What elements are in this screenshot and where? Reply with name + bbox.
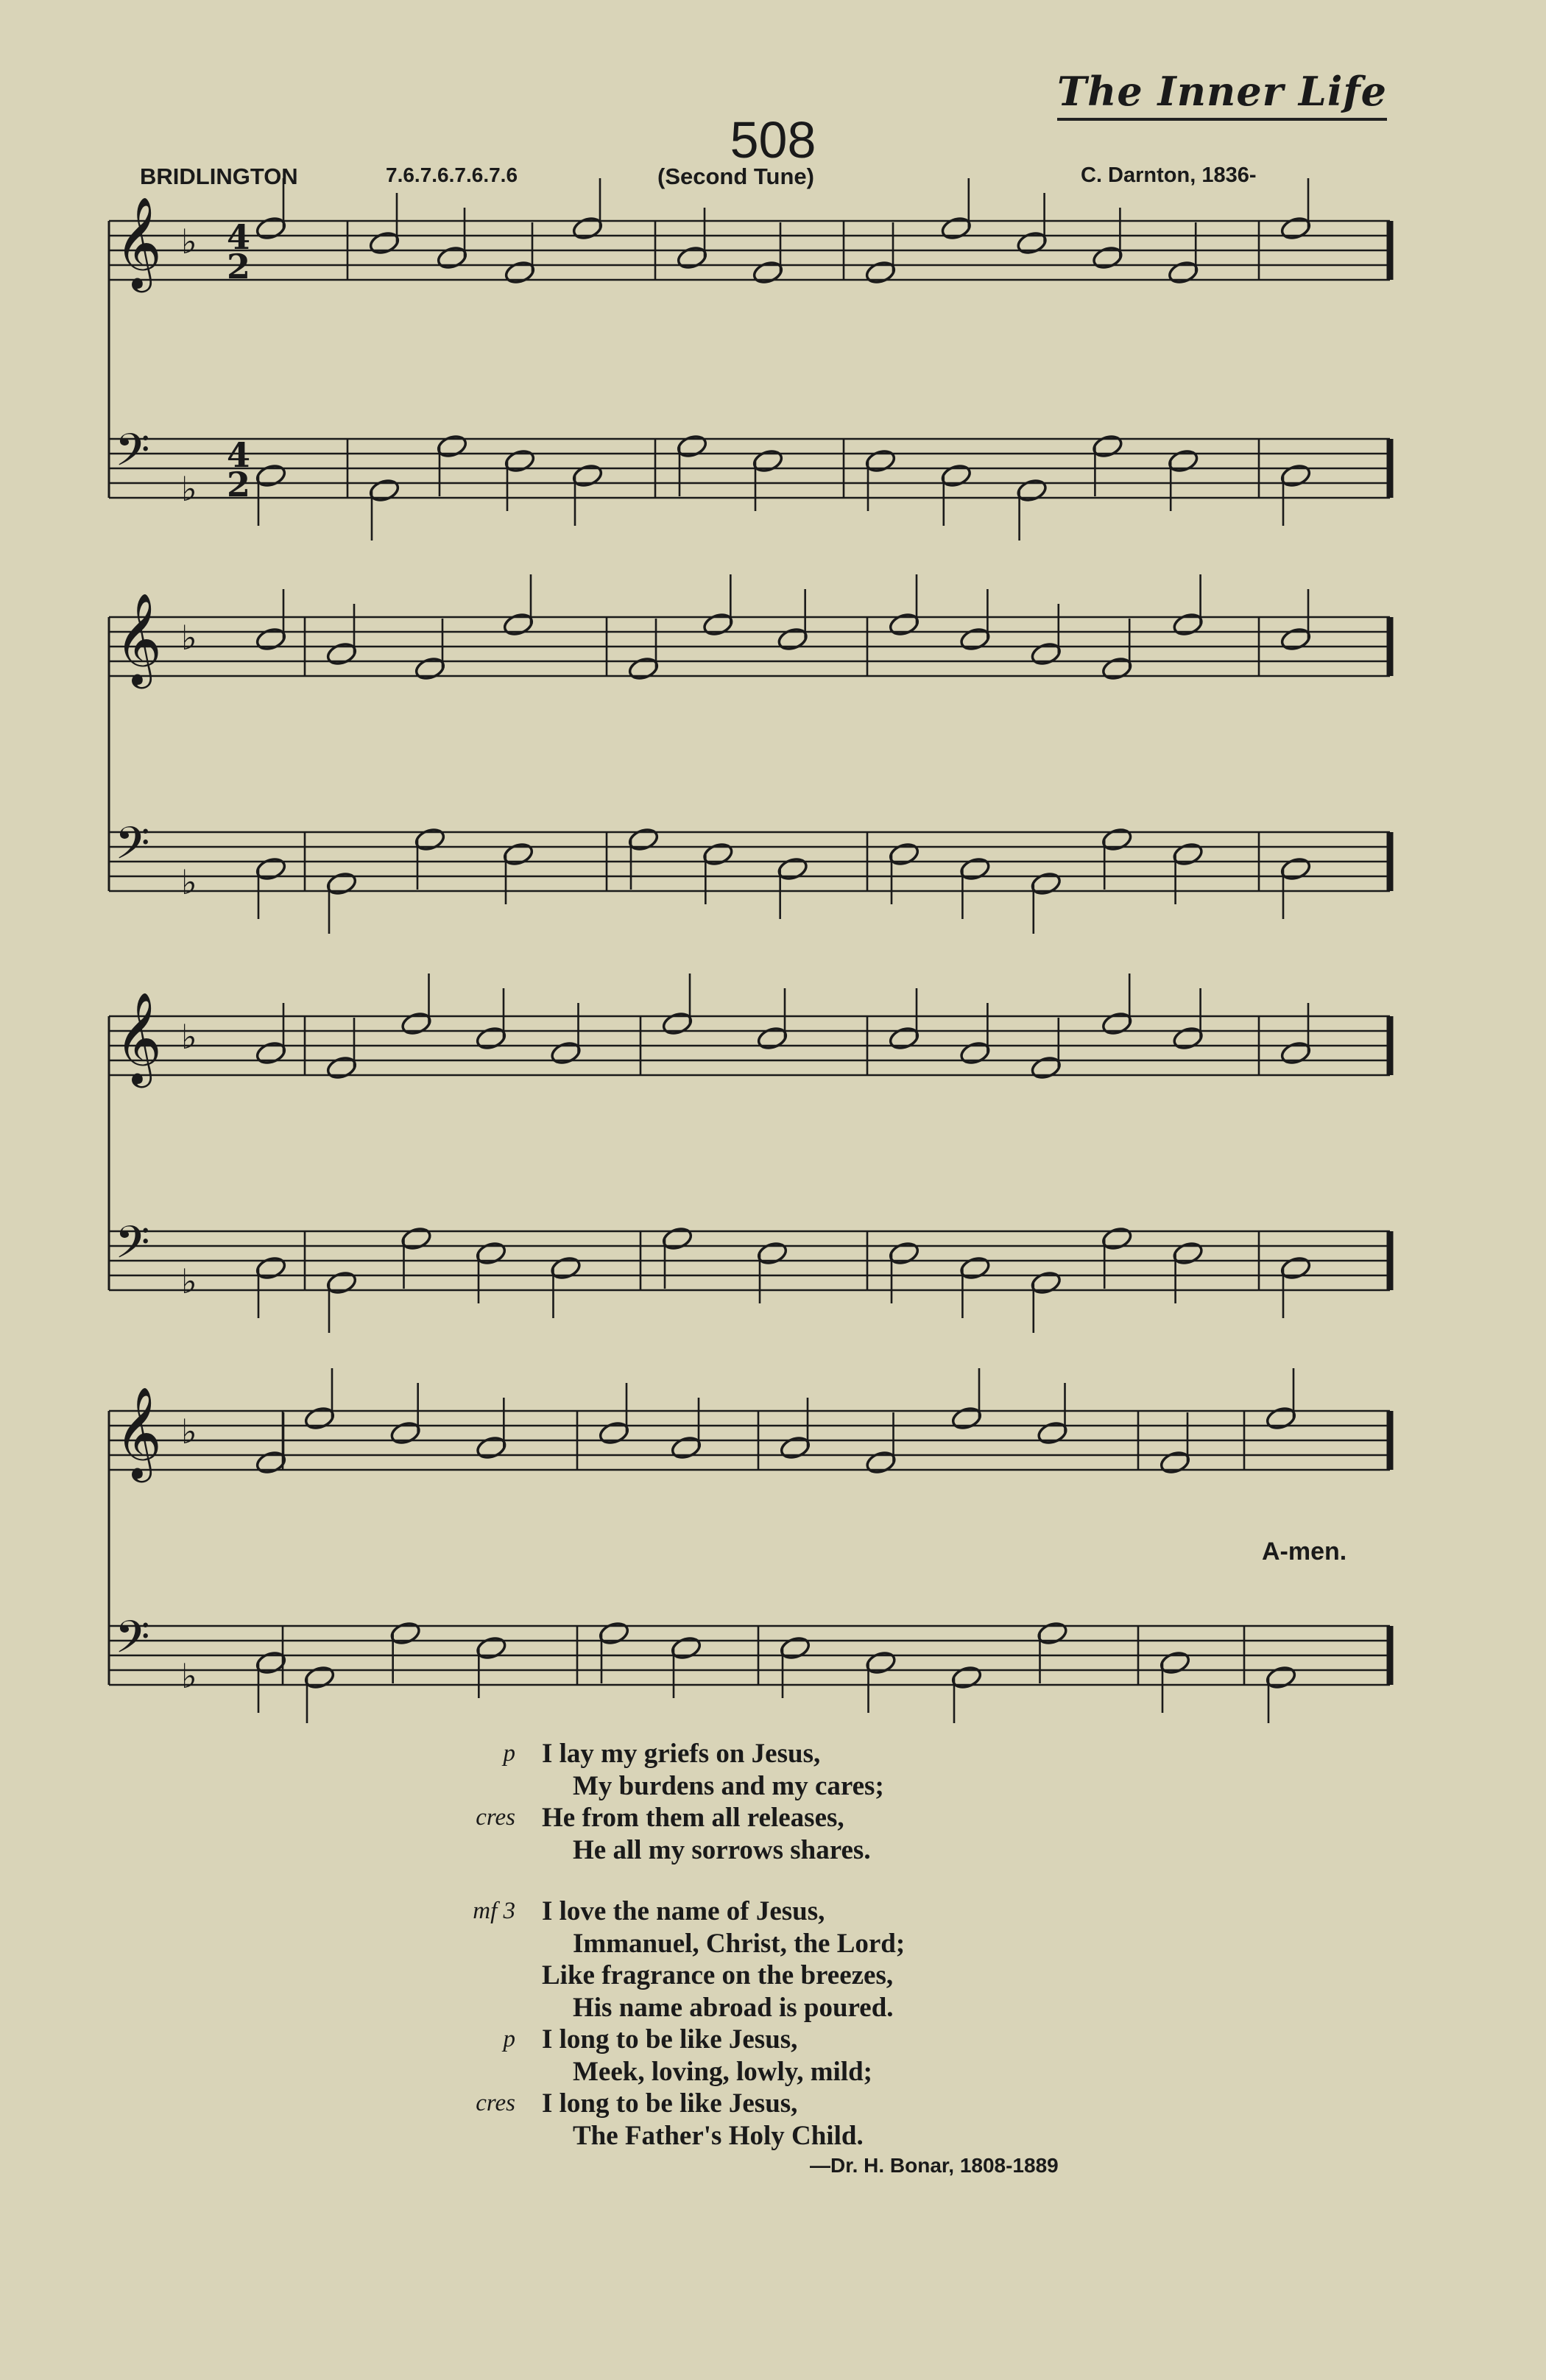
- note-head: [400, 1225, 433, 1252]
- hymn-number: 508: [730, 111, 816, 169]
- flat-sign: ♭: [181, 222, 197, 261]
- lyric-line: He from them all releases,: [542, 1803, 844, 1833]
- note-head: [303, 1664, 336, 1691]
- section-title: The Inner Life: [1057, 68, 1387, 121]
- hymn-author: —Dr. H. Bonar, 1808-1889: [810, 2154, 1059, 2177]
- note-head: [1030, 641, 1062, 667]
- lyric-line: I long to be like Jesus,: [542, 2024, 798, 2055]
- note-head: [436, 433, 468, 460]
- note-head: [1265, 1405, 1297, 1432]
- note-head: [368, 230, 400, 256]
- note-head: [325, 641, 358, 667]
- lyric-line: I lay my griefs on Jesus,: [542, 1739, 821, 1769]
- note-head: [414, 826, 446, 853]
- note-head: [1279, 215, 1312, 242]
- note-head: [598, 1420, 630, 1446]
- note-head: [1091, 433, 1123, 460]
- flat-sign: ♭: [181, 1412, 197, 1451]
- note-head: [676, 244, 708, 271]
- note-head: [1167, 259, 1199, 286]
- time-signature-digit: 4: [227, 435, 251, 475]
- bass-clef: 𝄢: [115, 1217, 150, 1280]
- note-head: [661, 1010, 693, 1037]
- note-head: [1172, 611, 1204, 638]
- flat-sign: ♭: [181, 618, 197, 658]
- note-head: [255, 626, 287, 652]
- verse-line: [412, 1992, 1222, 2024]
- verse-line: [412, 2024, 1222, 2056]
- note-head: [1037, 1620, 1069, 1647]
- bass-clef: 𝄢: [115, 1611, 150, 1675]
- note-head: [1279, 462, 1312, 489]
- tune-note: (Second Tune): [657, 163, 814, 189]
- time-signature-digit: 2: [227, 465, 251, 504]
- note-head: [389, 1420, 422, 1446]
- note-head: [436, 244, 468, 271]
- note-head: [702, 841, 734, 867]
- note-head: [777, 856, 809, 882]
- note-head: [779, 1635, 811, 1661]
- note-head: [752, 259, 784, 286]
- note-head: [475, 1434, 507, 1461]
- note-head: [888, 1240, 920, 1267]
- note-head: [1265, 1664, 1297, 1691]
- note-head: [959, 1040, 991, 1066]
- verse-line: [412, 1960, 1222, 1992]
- bass-clef: 𝄢: [115, 817, 150, 881]
- note-head: [325, 870, 358, 897]
- time-signature-digit: 4: [227, 217, 251, 257]
- time-signature-digit: 2: [227, 247, 251, 286]
- note-head: [1172, 1025, 1204, 1052]
- note-head: [1030, 1055, 1062, 1081]
- treble-clef: 𝄞: [115, 1387, 162, 1479]
- note-head: [959, 1255, 991, 1281]
- note-head: [1159, 1650, 1191, 1676]
- note-head: [1101, 826, 1133, 853]
- bass-clef: 𝄢: [115, 424, 150, 487]
- note-head: [414, 655, 446, 682]
- note-head: [940, 462, 973, 489]
- note-head: [1030, 1270, 1062, 1296]
- composer: C. Darnton, 1836-: [1081, 163, 1257, 187]
- note-head: [255, 856, 287, 882]
- note-head: [325, 1270, 358, 1296]
- note-head: [676, 433, 708, 460]
- lyric-line: My burdens and my cares;: [573, 1770, 884, 1801]
- flat-sign: ♭: [181, 469, 197, 509]
- lyric-line: He all my sorrows shares.: [573, 1834, 871, 1865]
- note-head: [571, 462, 604, 489]
- note-head: [1030, 870, 1062, 897]
- note-head: [1016, 477, 1048, 504]
- flat-sign: ♭: [181, 1656, 197, 1696]
- dynamic-mark: p: [503, 1740, 515, 1767]
- note-head: [475, 1635, 507, 1661]
- note-head: [1279, 1255, 1312, 1281]
- note-head: [1016, 230, 1048, 256]
- note-head: [475, 1240, 507, 1267]
- verse-text: [412, 1738, 1222, 2152]
- verse-line: [412, 2120, 1222, 2152]
- verse-line: [412, 1802, 1222, 1834]
- note-head: [865, 1650, 897, 1676]
- lyric-line: Meek, loving, lowly, mild;: [573, 2056, 872, 2087]
- amen-label: A-men.: [1262, 1538, 1347, 1566]
- note-head: [777, 626, 809, 652]
- note-head: [950, 1664, 983, 1691]
- flat-sign: ♭: [181, 1261, 197, 1301]
- note-head: [475, 1025, 507, 1052]
- lyric-line: Like fragrance on the breezes,: [542, 1960, 894, 1990]
- note-head: [303, 1405, 336, 1432]
- note-head: [661, 1225, 693, 1252]
- note-head: [1279, 626, 1312, 652]
- note-head: [959, 626, 991, 652]
- note-head: [752, 448, 784, 474]
- note-head: [1279, 1040, 1312, 1066]
- note-head: [504, 259, 536, 286]
- note-head: [571, 215, 604, 242]
- flat-sign: ♭: [181, 862, 197, 902]
- meter: 7.6.7.6.7.6.7.6: [386, 163, 518, 186]
- note-head: [959, 856, 991, 882]
- note-head: [1101, 1010, 1133, 1037]
- lyric-line: I long to be like Jesus,: [542, 2088, 798, 2119]
- note-head: [368, 477, 400, 504]
- dynamic-mark: cres: [476, 2090, 515, 2116]
- note-head: [1101, 655, 1133, 682]
- note-head: [864, 259, 897, 286]
- note-head: [255, 1040, 287, 1066]
- note-head: [756, 1240, 788, 1267]
- note-head: [950, 1405, 983, 1432]
- lyric-line: Immanuel, Christ, the Lord;: [573, 1928, 906, 1959]
- note-head: [502, 841, 534, 867]
- note-head: [400, 1010, 433, 1037]
- verse-line: [412, 1738, 1222, 1770]
- lyric-line: The Father's Holy Child.: [573, 2120, 864, 2151]
- verse-line: [412, 1928, 1222, 1960]
- note-head: [865, 1449, 897, 1476]
- note-head: [1101, 1225, 1133, 1252]
- note-head: [598, 1620, 630, 1647]
- note-head: [670, 1635, 702, 1661]
- note-head: [255, 462, 287, 489]
- tune-name: BRIDLINGTON: [140, 163, 298, 189]
- note-head: [888, 1025, 920, 1052]
- note-head: [864, 448, 897, 474]
- note-head: [1167, 448, 1199, 474]
- verse-line: [412, 1834, 1222, 1867]
- note-head: [756, 1025, 788, 1052]
- note-head: [550, 1255, 582, 1281]
- dynamic-mark: cres: [476, 1804, 515, 1831]
- verse-line: [412, 1895, 1222, 1928]
- lyric-line: His name abroad is poured.: [573, 1992, 894, 2023]
- note-head: [779, 1434, 811, 1461]
- treble-clef: 𝄞: [115, 197, 162, 289]
- note-head: [502, 611, 534, 638]
- note-head: [550, 1040, 582, 1066]
- dynamic-mark: mf 3: [473, 1898, 515, 1924]
- note-head: [888, 611, 920, 638]
- note-head: [1172, 1240, 1204, 1267]
- treble-clef: 𝄞: [115, 992, 162, 1084]
- note-head: [389, 1620, 422, 1647]
- note-head: [1037, 1420, 1069, 1446]
- dynamic-mark: p: [503, 2026, 515, 2052]
- flat-sign: ♭: [181, 1017, 197, 1057]
- note-head: [888, 841, 920, 867]
- note-head: [1159, 1449, 1191, 1476]
- note-head: [627, 655, 660, 682]
- note-head: [255, 1255, 287, 1281]
- note-head: [1279, 856, 1312, 882]
- note-head: [504, 448, 536, 474]
- note-head: [325, 1055, 358, 1081]
- verse-line: [412, 2088, 1222, 2120]
- treble-clef: 𝄞: [115, 593, 162, 685]
- note-head: [255, 215, 287, 242]
- note-head: [1172, 841, 1204, 867]
- note-head: [670, 1434, 702, 1461]
- note-head: [940, 215, 973, 242]
- lyric-line: I love the name of Jesus,: [542, 1896, 825, 1926]
- note-head: [702, 611, 734, 638]
- note-head: [627, 826, 660, 853]
- verse-line: [412, 1770, 1222, 1803]
- note-head: [1091, 244, 1123, 271]
- verse-line: [412, 2056, 1222, 2088]
